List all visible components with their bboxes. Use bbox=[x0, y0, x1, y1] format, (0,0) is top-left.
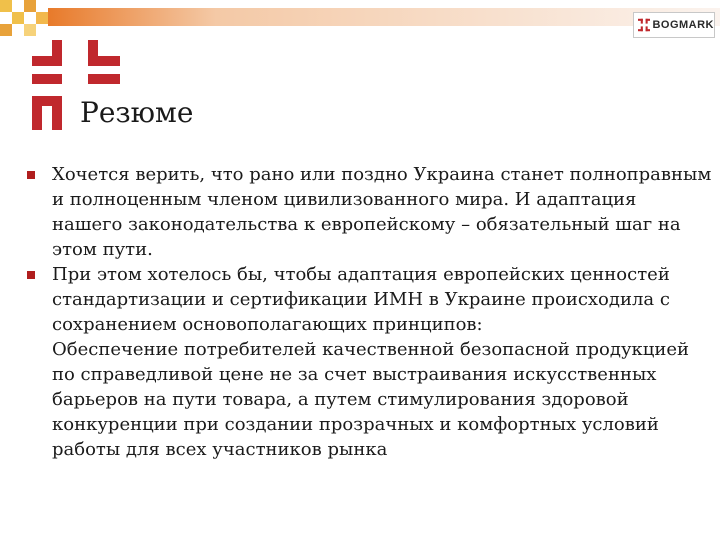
title-divider bbox=[80, 133, 640, 134]
bullet-item bbox=[22, 262, 712, 337]
bullet-item bbox=[22, 162, 712, 262]
continuation-paragraph bbox=[22, 337, 712, 462]
square-bullet-icon bbox=[27, 271, 35, 279]
bullet-text: При этом хотелось бы, чтобы адаптация европейских ценностей стандартизации и сертификации ИМН в Украине происходила с сохранением основополагающих принципов: bbox=[52, 264, 670, 335]
square-bullet-icon bbox=[27, 171, 35, 179]
paragraph-text: Обеспечение потребителей качественной безопасной продукцией по справедливой цене не за счет выстраивания искусственных барьеров на пути товара, а путем стимулирования здоровой конкуренции при создании прозрачных и комфортных условий работы для всех участников рынка bbox=[52, 339, 690, 460]
bogmark-cross-icon bbox=[638, 16, 650, 34]
bullet-text: Хочется верить, что рано или поздно Украина станет полноправным и полноценным членом цивилизованного мира. И адаптация нашего законодательства к европейскому – обязательный шаг на этом пути. bbox=[52, 164, 712, 260]
slide-body bbox=[22, 162, 712, 462]
logo-wordmark: BOGMARK bbox=[652, 19, 714, 31]
slide-title: Резюме bbox=[80, 96, 194, 129]
header-decorative-band bbox=[0, 0, 720, 38]
bogmark-logo bbox=[633, 12, 715, 38]
